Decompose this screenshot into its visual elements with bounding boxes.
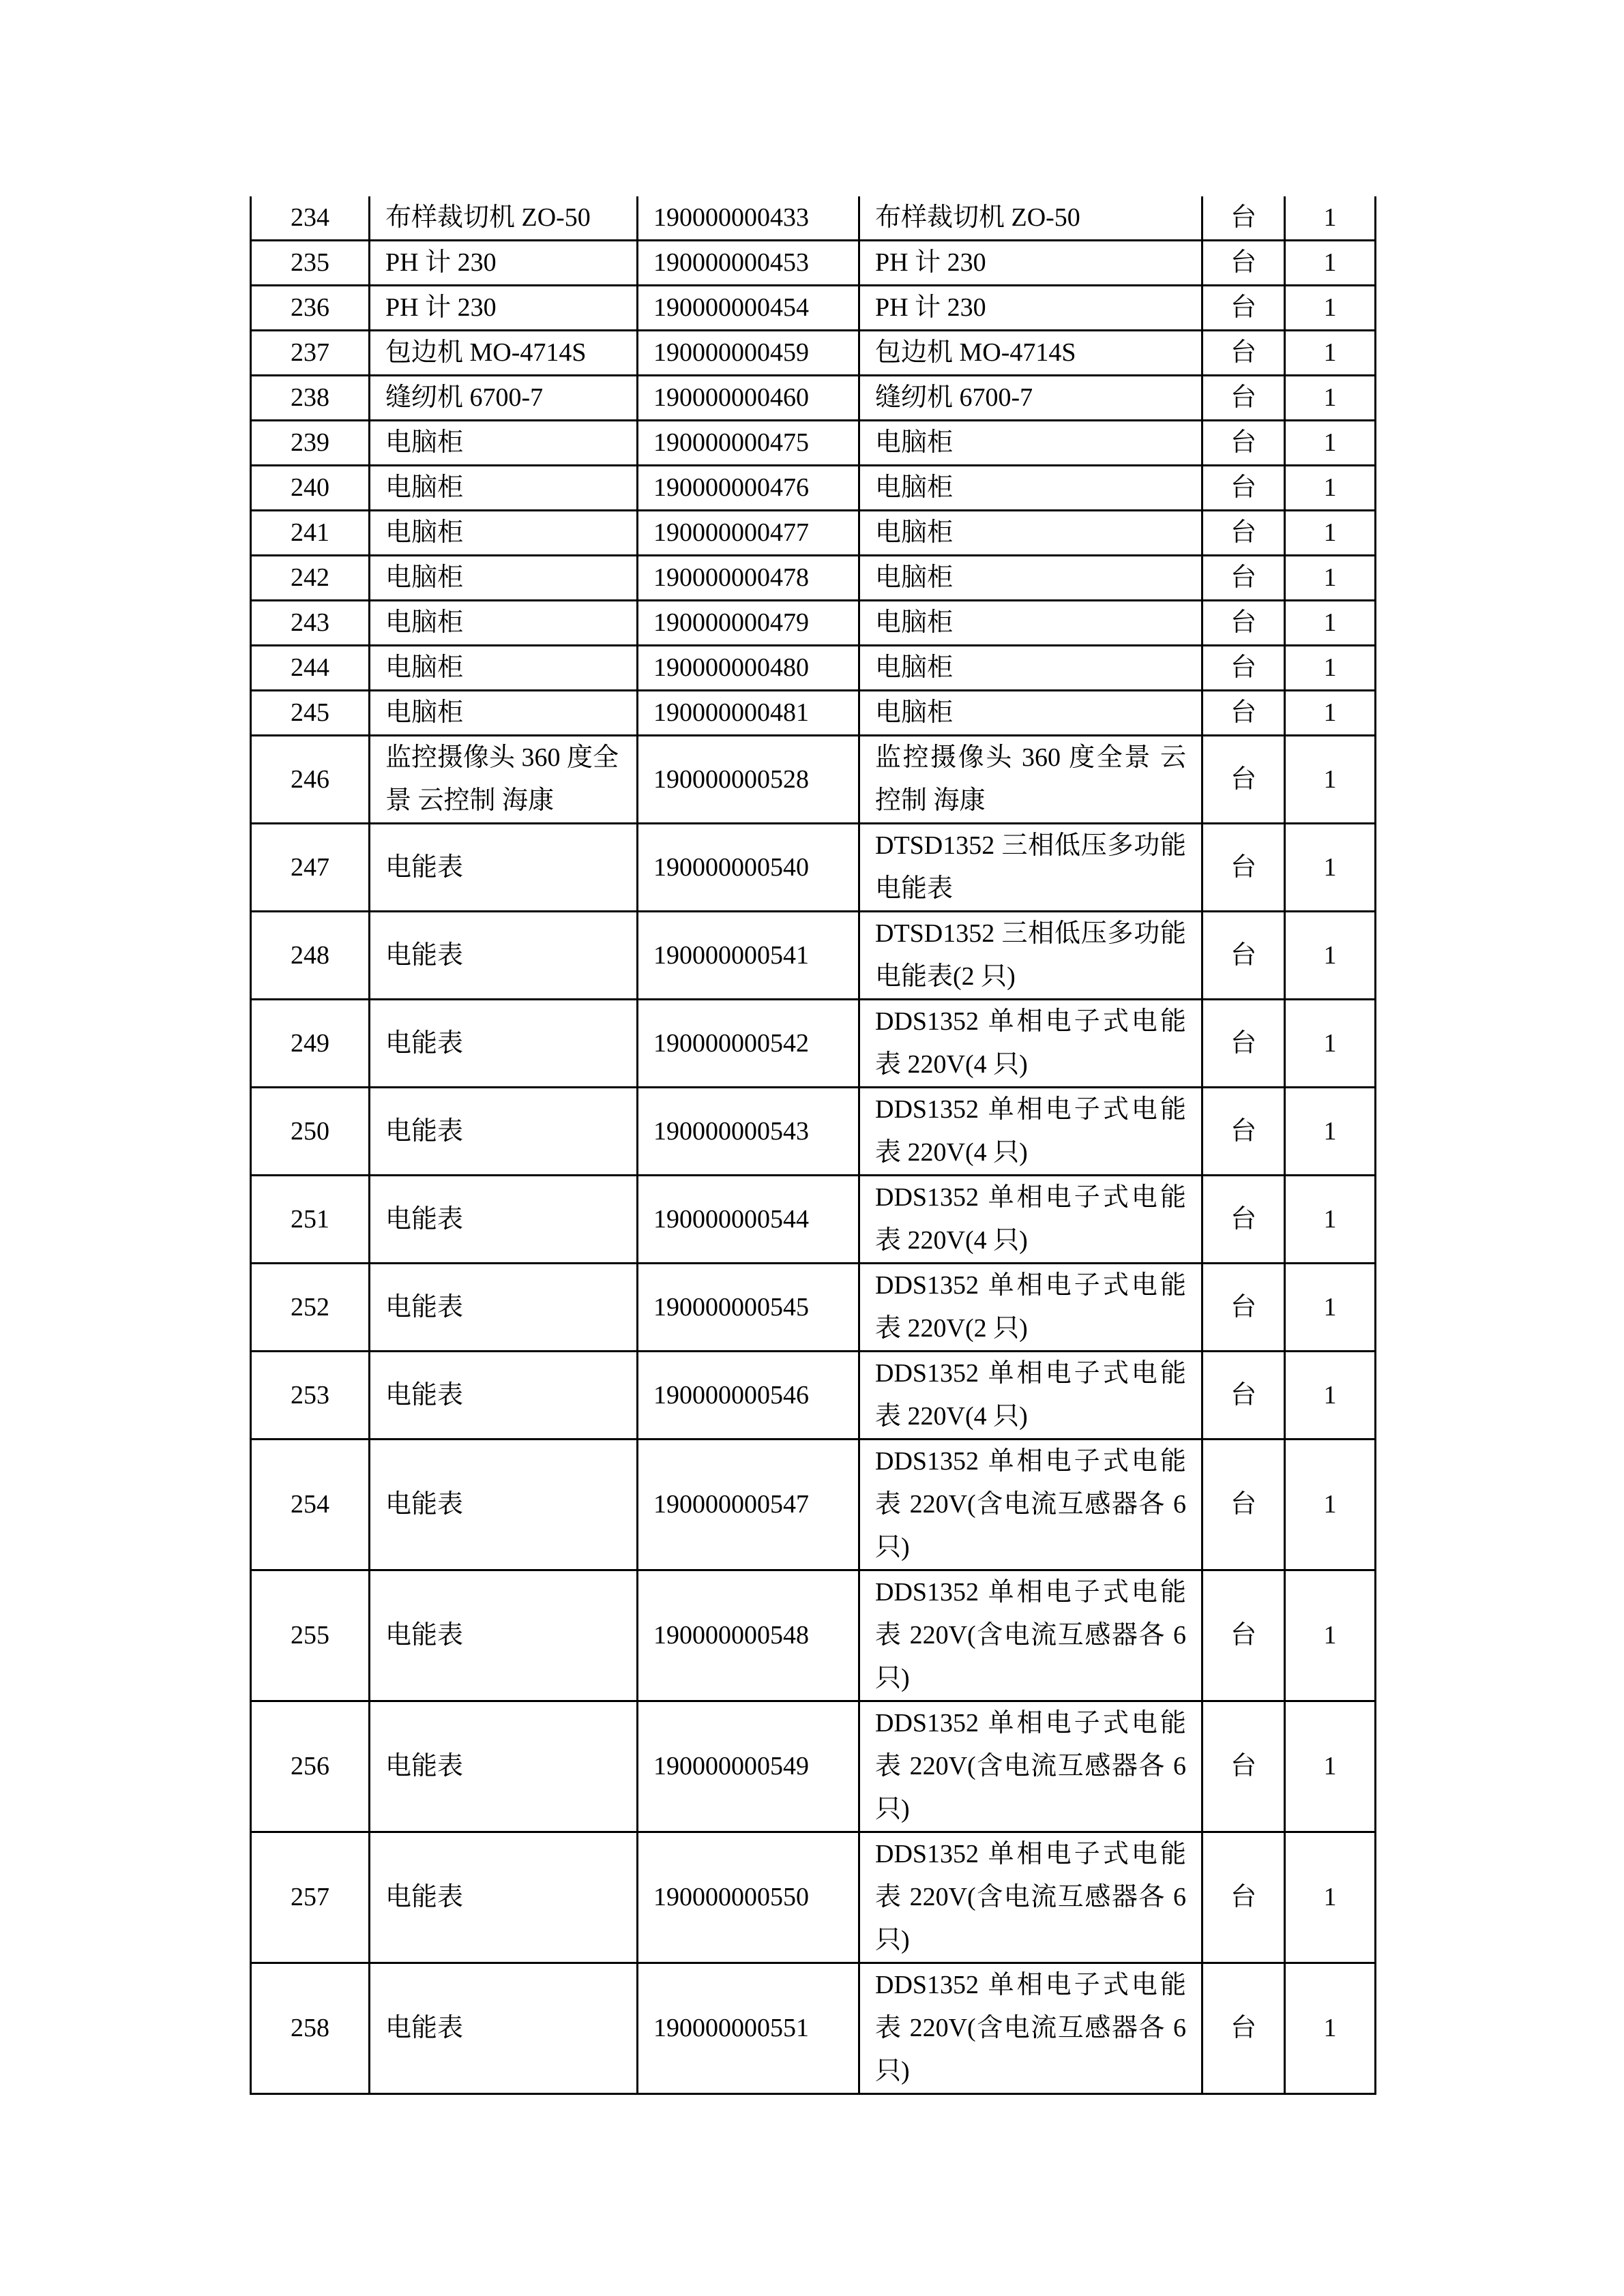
asset-quantity: 1 xyxy=(1285,1963,1376,2094)
row-number: 257 xyxy=(251,1832,370,1963)
asset-description-text: DDS1352 单相电子式电能表 220V(2 只) xyxy=(875,1271,1186,1343)
asset-name: 电能表 xyxy=(370,824,638,912)
table-row xyxy=(251,1176,1376,1264)
table-row xyxy=(251,1570,1376,1701)
row-number: 249 xyxy=(251,1000,370,1088)
table-row xyxy=(251,331,1376,376)
asset-code: 190000000547 xyxy=(638,1440,859,1570)
asset-name: 电脑柜 xyxy=(370,511,638,556)
asset-description-text: DDS1352 单相电子式电能表 220V(4 只) xyxy=(875,1183,1186,1255)
asset-code: 190000000528 xyxy=(638,736,859,824)
asset-code: 190000000477 xyxy=(638,511,859,556)
asset-unit: 台 xyxy=(1202,376,1285,421)
row-number: 248 xyxy=(251,912,370,1000)
asset-code: 190000000433 xyxy=(638,196,859,241)
asset-quantity: 1 xyxy=(1285,286,1376,331)
asset-description xyxy=(859,1701,1202,1832)
asset-name: 电能表 xyxy=(370,1000,638,1088)
asset-quantity: 1 xyxy=(1285,646,1376,691)
asset-description xyxy=(859,1000,1202,1088)
asset-description xyxy=(859,1264,1202,1352)
row-number: 235 xyxy=(251,241,370,286)
table-row xyxy=(251,691,1376,736)
asset-description-text: 电脑柜 xyxy=(875,563,954,592)
asset-description-text: PH 计 230 xyxy=(875,293,986,322)
asset-description-text: DDS1352 单相电子式电能表 220V(含电流互感器各 6 只) xyxy=(875,1578,1186,1693)
asset-table-body xyxy=(251,196,1376,2094)
asset-code: 190000000542 xyxy=(638,1000,859,1088)
asset-description xyxy=(859,912,1202,1000)
asset-quantity: 1 xyxy=(1285,421,1376,466)
asset-name: 电脑柜 xyxy=(370,421,638,466)
asset-quantity: 1 xyxy=(1285,1832,1376,1963)
asset-description xyxy=(859,824,1202,912)
asset-description xyxy=(859,1440,1202,1570)
row-number: 239 xyxy=(251,421,370,466)
asset-description-text: PH 计 230 xyxy=(875,248,986,277)
asset-description xyxy=(859,466,1202,511)
asset-quantity: 1 xyxy=(1285,824,1376,912)
asset-description xyxy=(859,196,1202,241)
asset-code: 190000000548 xyxy=(638,1570,859,1701)
asset-name: 电脑柜 xyxy=(370,691,638,736)
asset-name: 电能表 xyxy=(370,1176,638,1264)
asset-unit: 台 xyxy=(1202,196,1285,241)
asset-unit: 台 xyxy=(1202,736,1285,824)
asset-code: 190000000480 xyxy=(638,646,859,691)
asset-name: 电能表 xyxy=(370,912,638,1000)
asset-description-text: DDS1352 单相电子式电能表 220V(含电流互感器各 6 只) xyxy=(875,1709,1186,1823)
asset-code: 190000000453 xyxy=(638,241,859,286)
asset-unit: 台 xyxy=(1202,286,1285,331)
table-row xyxy=(251,241,1376,286)
asset-code: 190000000460 xyxy=(638,376,859,421)
asset-unit: 台 xyxy=(1202,601,1285,646)
asset-unit: 台 xyxy=(1202,466,1285,511)
asset-quantity: 1 xyxy=(1285,511,1376,556)
asset-name: 缝纫机 6700-7 xyxy=(370,376,638,421)
asset-quantity: 1 xyxy=(1285,601,1376,646)
asset-name: 电脑柜 xyxy=(370,646,638,691)
asset-quantity: 1 xyxy=(1285,331,1376,376)
asset-code: 190000000541 xyxy=(638,912,859,1000)
asset-description xyxy=(859,331,1202,376)
asset-code: 190000000551 xyxy=(638,1963,859,2094)
asset-code: 190000000549 xyxy=(638,1701,859,1832)
asset-description xyxy=(859,1832,1202,1963)
asset-description-text: DDS1352 单相电子式电能表 220V(含电流互感器各 6 只) xyxy=(875,1447,1186,1562)
asset-code: 190000000459 xyxy=(638,331,859,376)
asset-unit: 台 xyxy=(1202,1088,1285,1176)
row-number: 237 xyxy=(251,331,370,376)
table-row xyxy=(251,824,1376,912)
asset-quantity: 1 xyxy=(1285,1088,1376,1176)
asset-description xyxy=(859,241,1202,286)
asset-quantity: 1 xyxy=(1285,1570,1376,1701)
asset-description xyxy=(859,1352,1202,1440)
row-number: 244 xyxy=(251,646,370,691)
table-row xyxy=(251,1000,1376,1088)
asset-unit: 台 xyxy=(1202,556,1285,601)
table-row xyxy=(251,601,1376,646)
row-number: 251 xyxy=(251,1176,370,1264)
asset-description-text: 监控摄像头 360 度全景 云控制 海康 xyxy=(875,743,1186,815)
asset-name: 监控摄像头 360 度全景 云控制 海康 xyxy=(370,736,638,824)
asset-description xyxy=(859,511,1202,556)
asset-unit: 台 xyxy=(1202,1832,1285,1963)
asset-description xyxy=(859,736,1202,824)
table-row xyxy=(251,1088,1376,1176)
asset-quantity: 1 xyxy=(1285,1264,1376,1352)
row-number: 254 xyxy=(251,1440,370,1570)
asset-name: 包边机 MO-4714S xyxy=(370,331,638,376)
row-number: 236 xyxy=(251,286,370,331)
asset-description-text: 包边机 MO-4714S xyxy=(875,338,1076,367)
asset-quantity: 1 xyxy=(1285,1352,1376,1440)
asset-description-text: DDS1352 单相电子式电能表 220V(4 只) xyxy=(875,1007,1186,1079)
asset-quantity: 1 xyxy=(1285,196,1376,241)
asset-code: 190000000478 xyxy=(638,556,859,601)
asset-unit: 台 xyxy=(1202,646,1285,691)
asset-quantity: 1 xyxy=(1285,241,1376,286)
row-number: 250 xyxy=(251,1088,370,1176)
table-row xyxy=(251,1832,1376,1963)
asset-unit: 台 xyxy=(1202,1352,1285,1440)
asset-name: 布样裁切机 ZO-50 xyxy=(370,196,638,241)
asset-description-text: 电脑柜 xyxy=(875,653,954,682)
table-row xyxy=(251,376,1376,421)
table-row xyxy=(251,1264,1376,1352)
asset-name: 电脑柜 xyxy=(370,601,638,646)
row-number: 243 xyxy=(251,601,370,646)
row-number: 240 xyxy=(251,466,370,511)
asset-description xyxy=(859,1088,1202,1176)
row-number: 247 xyxy=(251,824,370,912)
asset-code: 190000000544 xyxy=(638,1176,859,1264)
asset-code: 190000000481 xyxy=(638,691,859,736)
asset-quantity: 1 xyxy=(1285,556,1376,601)
asset-unit: 台 xyxy=(1202,1000,1285,1088)
asset-name: 电能表 xyxy=(370,1832,638,1963)
row-number: 238 xyxy=(251,376,370,421)
row-number: 258 xyxy=(251,1963,370,2094)
table-row xyxy=(251,421,1376,466)
asset-code: 190000000476 xyxy=(638,466,859,511)
asset-description-text: DDS1352 单相电子式电能表 220V(4 只) xyxy=(875,1095,1186,1167)
asset-description-text: DTSD1352 三相低压多功能电能表 xyxy=(875,831,1186,903)
asset-code: 190000000454 xyxy=(638,286,859,331)
asset-quantity: 1 xyxy=(1285,1000,1376,1088)
asset-code: 190000000550 xyxy=(638,1832,859,1963)
asset-description-text: 电脑柜 xyxy=(875,608,954,637)
table-row xyxy=(251,1352,1376,1440)
asset-unit: 台 xyxy=(1202,824,1285,912)
asset-description xyxy=(859,286,1202,331)
asset-code: 190000000540 xyxy=(638,824,859,912)
asset-table xyxy=(250,196,1376,2095)
asset-quantity: 1 xyxy=(1285,1701,1376,1832)
asset-code: 190000000545 xyxy=(638,1264,859,1352)
row-number: 241 xyxy=(251,511,370,556)
asset-description xyxy=(859,646,1202,691)
asset-unit: 台 xyxy=(1202,241,1285,286)
asset-unit: 台 xyxy=(1202,1176,1285,1264)
asset-name: 电脑柜 xyxy=(370,556,638,601)
asset-name: 电能表 xyxy=(370,1352,638,1440)
asset-description xyxy=(859,1570,1202,1701)
asset-quantity: 1 xyxy=(1285,912,1376,1000)
table-row xyxy=(251,286,1376,331)
asset-unit: 台 xyxy=(1202,1570,1285,1701)
row-number: 234 xyxy=(251,196,370,241)
row-number: 242 xyxy=(251,556,370,601)
table-row xyxy=(251,1440,1376,1570)
table-row xyxy=(251,912,1376,1000)
asset-code: 190000000543 xyxy=(638,1088,859,1176)
table-row xyxy=(251,1701,1376,1832)
asset-name: 电能表 xyxy=(370,1963,638,2094)
row-number: 255 xyxy=(251,1570,370,1701)
asset-name: PH 计 230 xyxy=(370,241,638,286)
asset-description-text: 电脑柜 xyxy=(875,473,954,502)
asset-unit: 台 xyxy=(1202,912,1285,1000)
asset-name: 电脑柜 xyxy=(370,466,638,511)
asset-description xyxy=(859,691,1202,736)
asset-name: 电能表 xyxy=(370,1440,638,1570)
asset-unit: 台 xyxy=(1202,1963,1285,2094)
table-row xyxy=(251,196,1376,241)
asset-description xyxy=(859,1176,1202,1264)
asset-unit: 台 xyxy=(1202,331,1285,376)
asset-description-text: DDS1352 单相电子式电能表 220V(含电流互感器各 6 只) xyxy=(875,1971,1186,2085)
row-number: 252 xyxy=(251,1264,370,1352)
asset-description-text: DDS1352 单相电子式电能表 220V(含电流互感器各 6 只) xyxy=(875,1840,1186,1954)
asset-description-text: DTSD1352 三相低压多功能电能表(2 只) xyxy=(875,919,1186,991)
asset-unit: 台 xyxy=(1202,511,1285,556)
asset-description-text: 缝纫机 6700-7 xyxy=(875,383,1033,412)
asset-description xyxy=(859,1963,1202,2094)
asset-description xyxy=(859,421,1202,466)
table-row xyxy=(251,1963,1376,2094)
asset-description-text: DDS1352 单相电子式电能表 220V(4 只) xyxy=(875,1359,1186,1431)
asset-name: 电能表 xyxy=(370,1701,638,1832)
asset-name: 电能表 xyxy=(370,1264,638,1352)
asset-description xyxy=(859,556,1202,601)
table-row xyxy=(251,511,1376,556)
asset-quantity: 1 xyxy=(1285,1176,1376,1264)
asset-name: 电能表 xyxy=(370,1570,638,1701)
table-row xyxy=(251,646,1376,691)
row-number: 245 xyxy=(251,691,370,736)
asset-unit: 台 xyxy=(1202,1440,1285,1570)
asset-description-text: 电脑柜 xyxy=(875,698,954,727)
asset-description-text: 电脑柜 xyxy=(875,518,954,547)
table-row xyxy=(251,466,1376,511)
asset-description-text: 电脑柜 xyxy=(875,428,954,457)
asset-description xyxy=(859,376,1202,421)
asset-unit: 台 xyxy=(1202,421,1285,466)
asset-code: 190000000475 xyxy=(638,421,859,466)
asset-description-text: 布样裁切机 ZO-50 xyxy=(875,203,1080,232)
asset-code: 190000000479 xyxy=(638,601,859,646)
asset-quantity: 1 xyxy=(1285,691,1376,736)
table-row xyxy=(251,556,1376,601)
row-number: 253 xyxy=(251,1352,370,1440)
row-number: 246 xyxy=(251,736,370,824)
table-row xyxy=(251,736,1376,824)
asset-code: 190000000546 xyxy=(638,1352,859,1440)
asset-quantity: 1 xyxy=(1285,1440,1376,1570)
asset-unit: 台 xyxy=(1202,1264,1285,1352)
asset-unit: 台 xyxy=(1202,1701,1285,1832)
row-number: 256 xyxy=(251,1701,370,1832)
asset-quantity: 1 xyxy=(1285,466,1376,511)
asset-unit: 台 xyxy=(1202,691,1285,736)
asset-quantity: 1 xyxy=(1285,736,1376,824)
asset-name: 电能表 xyxy=(370,1088,638,1176)
asset-name: PH 计 230 xyxy=(370,286,638,331)
asset-description xyxy=(859,601,1202,646)
asset-quantity: 1 xyxy=(1285,376,1376,421)
